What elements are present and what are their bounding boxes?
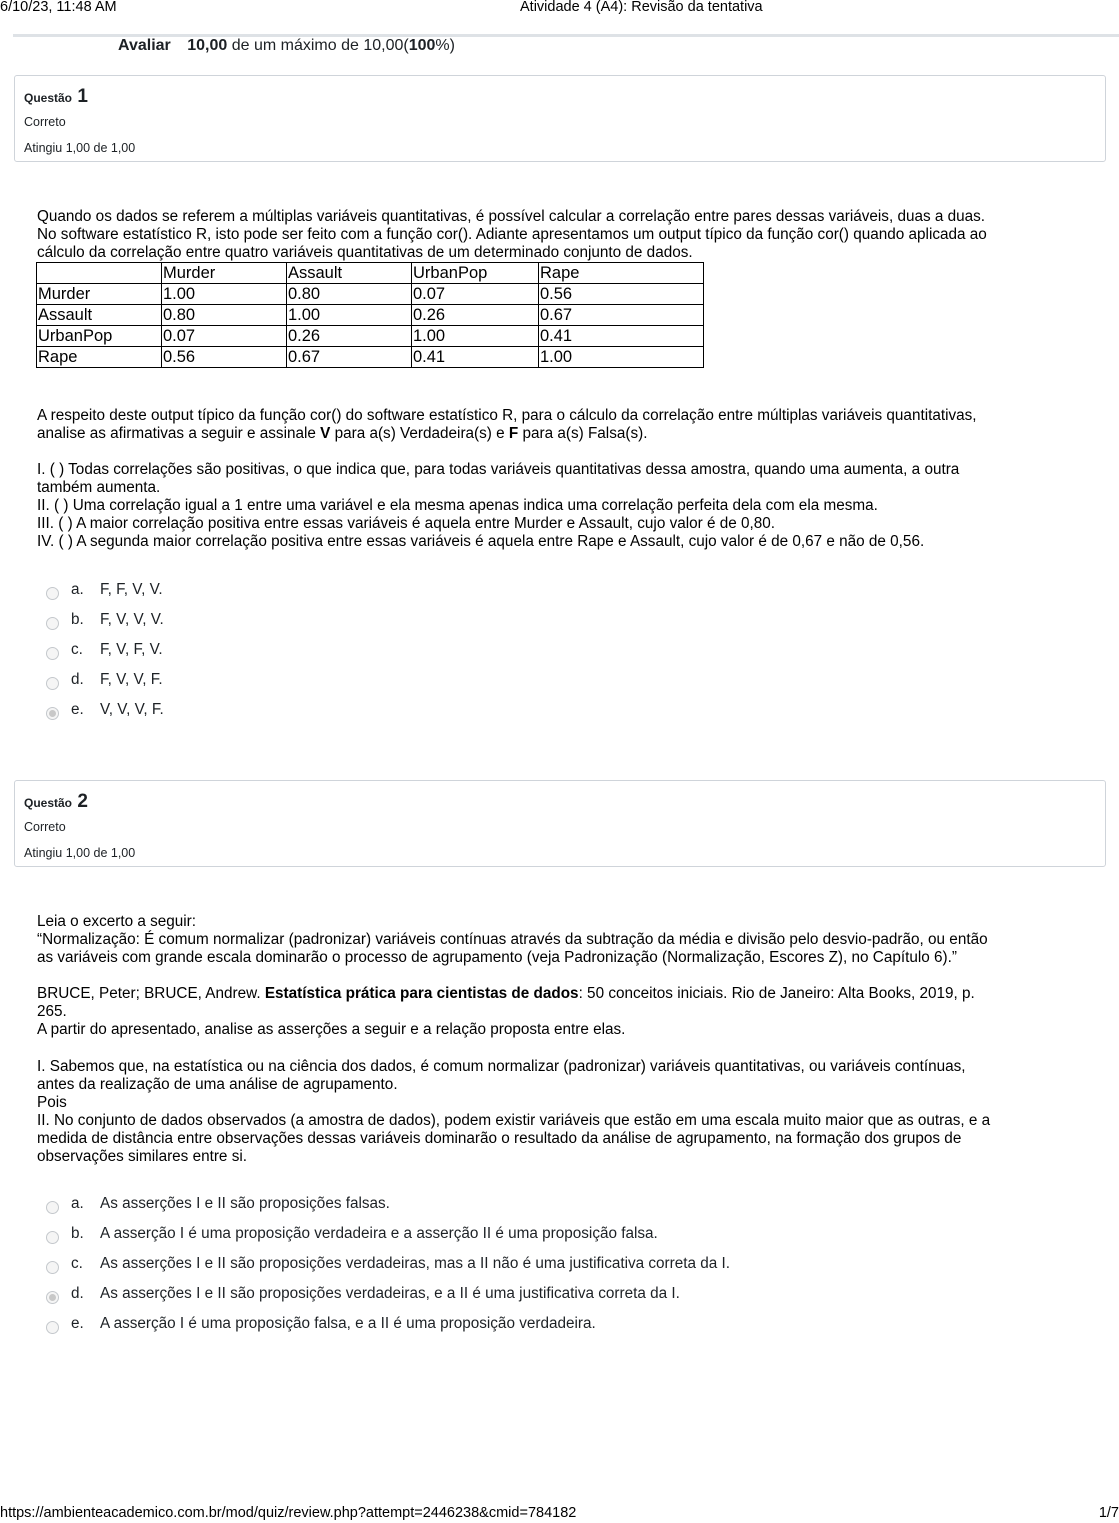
assertion-line: medida de distância entre observações dessas variáveis dominarão o resultado da análise de agrupamento, na formação dos grupos de [37, 1130, 962, 1147]
option-text: F, V, V, F. [100, 671, 163, 688]
question-grade: Atingiu 1,00 de 1,00 [24, 141, 136, 155]
table-cell: 1.00 [162, 284, 287, 305]
summary-percent: 100 [408, 37, 436, 54]
table-cell: Assault [37, 305, 162, 326]
assertion-line: observações similares entre si. [37, 1148, 247, 1165]
radio-button[interactable] [46, 587, 59, 600]
option-text: As asserções I e II são proposições verdadeiras, mas a II não é uma justificativa correta da I. [100, 1255, 731, 1272]
table-row [37, 347, 704, 368]
answer-option-b[interactable] [46, 605, 164, 635]
question-1-intro [37, 208, 987, 262]
option-text: F, V, V, V. [100, 611, 164, 628]
intro-line: Quando os dados se referem a múltiplas variáveis quantitativas, é possível calcular a correlação entre pares dessas variáveis, duas a duas. [37, 208, 986, 225]
option-text: F, V, F, V. [100, 641, 163, 658]
question-label: Questão [24, 796, 73, 810]
radio-button[interactable] [46, 1231, 59, 1244]
correlation-table [36, 262, 704, 368]
table-header-cell [37, 263, 162, 284]
reference-page: 265. [37, 1003, 67, 1020]
question-2-excerpt [37, 913, 988, 1039]
prompt-line: A respeito deste output típico da função cor() do software estatístico R, para o cálculo da correlação entre múltiplas variáveis quantitativas, [37, 407, 977, 424]
print-datetime: 6/10/23, 11:48 AM [0, 0, 117, 15]
option-text: As asserções I e II são proposições falsas. [100, 1195, 390, 1212]
statement-line: II. ( ) Uma correlação igual a 1 entre uma variável e ela mesma apenas indica uma correlação perfeita dela com ela mesma. [37, 497, 878, 514]
table-cell: 1.00 [287, 305, 412, 326]
option-text: F, F, V, V. [100, 581, 163, 598]
option-text: V, V, V, F. [100, 701, 164, 718]
table-cell: 0.26 [412, 305, 539, 326]
answer-option-e[interactable] [46, 695, 164, 725]
instruction-line: A partir do apresentado, analise as asserções a seguir e a relação proposta entre elas. [37, 1021, 626, 1038]
summary-score: 10,00 [187, 37, 228, 54]
option-letter: a. [71, 1195, 84, 1212]
table-cell: Murder [37, 284, 162, 305]
radio-button[interactable] [46, 1261, 59, 1274]
table-header-cell: Rape [539, 263, 704, 284]
assertion-line: II. No conjunto de dados observados (a amostra de dados), podem existir variáveis que estão em uma escala muito maior que as outras, e a [37, 1112, 991, 1129]
option-letter: c. [71, 1255, 83, 1272]
prompt-text: analise as afirmativas a seguir e assinale [37, 425, 321, 442]
quote-line: “Normalização: É comum normalizar (padronizar) variáveis contínuas através da subtração da média e divisão pelo desvio-padrão, ou então [37, 931, 988, 948]
table-cell: 0.80 [162, 305, 287, 326]
spacer [37, 967, 988, 985]
reference-title: Estatística prática para cientistas de dados [264, 985, 579, 1002]
prompt-text: para a(s) Falsa(s). [518, 425, 648, 442]
table-cell: UrbanPop [37, 326, 162, 347]
print-page-title: Atividade 4 (A4): Revisão da tentativa [520, 0, 763, 15]
attempt-summary [118, 37, 455, 55]
question-1-statements [37, 461, 959, 551]
table-cell: 0.56 [539, 284, 704, 305]
radio-button[interactable] [46, 1201, 59, 1214]
option-letter: b. [71, 611, 84, 628]
option-text: A asserção I é uma proposição falsa, e a II é uma proposição verdadeira. [100, 1315, 596, 1332]
assertion-line: Pois [37, 1094, 67, 1111]
table-cell: 0.07 [412, 284, 539, 305]
statement-line: III. ( ) A maior correlação positiva entre essas variáveis é aquela entre Murder e Assault, cujo valor é de 0,80. [37, 515, 776, 532]
table-row [37, 284, 704, 305]
answer-option-c[interactable] [46, 1249, 730, 1279]
table-cell: 0.80 [287, 284, 412, 305]
answer-option-d[interactable] [46, 1279, 730, 1309]
statement-line: IV. ( ) A segunda maior correlação positiva entre essas variáveis é aquela entre Rape e Assault, cujo valor é de 0,67 e não de 0,56. [37, 533, 925, 550]
prompt-f: F [508, 425, 519, 442]
table-header-cell: Murder [162, 263, 287, 284]
reference-authors: BRUCE, Peter; BRUCE, Andrew. [37, 985, 265, 1002]
question-1-options [46, 575, 164, 725]
table-cell: 0.41 [412, 347, 539, 368]
question-grade: Atingiu 1,00 de 1,00 [24, 846, 136, 860]
answer-option-b[interactable] [46, 1219, 730, 1249]
summary-middle: de um máximo de 10,00( [227, 37, 409, 54]
table-cell: 0.56 [162, 347, 287, 368]
table-cell: 0.07 [162, 326, 287, 347]
question-number-value: 1 [77, 86, 88, 107]
answer-option-c[interactable] [46, 635, 164, 665]
question-number-value: 2 [77, 791, 88, 812]
statement-line: I. ( ) Todas correlações são positivas, o que indica que, para todas variáveis quantitativas dessa amostra, quando uma aumenta, a outra [37, 461, 960, 478]
table-cell: 1.00 [539, 347, 704, 368]
table-cell: 0.41 [539, 326, 704, 347]
question-label: Questão [24, 91, 73, 105]
option-letter: a. [71, 581, 84, 598]
intro-line: cálculo da correlação entre quatro variáveis quantitativas de um determinado conjunto de dados. [37, 244, 693, 261]
answer-option-a[interactable] [46, 575, 164, 605]
question-number [24, 791, 88, 813]
table-header-row [37, 263, 704, 284]
page-url: https://ambienteacademico.com.br/mod/quiz/review.php?attempt=2446238&cmid=784182 [0, 1505, 577, 1521]
radio-button-selected[interactable] [46, 707, 59, 720]
table-header-cell: UrbanPop [412, 263, 539, 284]
option-text: As asserções I e II são proposições verdadeiras, e a II é uma justificativa correta da I. [100, 1285, 680, 1302]
question-1-prompt [37, 407, 977, 443]
option-letter: e. [71, 701, 84, 718]
answer-option-e[interactable] [46, 1309, 730, 1339]
question-2-options [46, 1189, 730, 1339]
reference-details: : 50 conceitos iniciais. Rio de Janeiro: Alta Books, 2019, p. [578, 985, 975, 1002]
assertion-line: I. Sabemos que, na estatística ou na ciência dos dados, é comum normalizar (padronizar) variáveis quantitativas, ou variáveis contínuas, [37, 1058, 966, 1075]
radio-button[interactable] [46, 617, 59, 630]
question-2-info [14, 780, 1106, 867]
quote-line: as variáveis com grande escala dominarão o processo de agrupamento (veja Padronização (Normalização, Escores Z), no Capítulo 6).” [37, 949, 957, 966]
radio-button[interactable] [46, 677, 59, 690]
table-cell: 0.26 [287, 326, 412, 347]
prompt-text: para a(s) Verdadeira(s) e [330, 425, 509, 442]
question-number [24, 86, 88, 108]
lead-line: Leia o excerto a seguir: [37, 913, 197, 930]
prompt-line [37, 425, 977, 443]
radio-button[interactable] [46, 647, 59, 660]
table-row [37, 305, 704, 326]
summary-suffix: %) [435, 37, 455, 54]
option-text: A asserção I é uma proposição verdadeira e a asserção II é uma proposição falsa. [100, 1225, 658, 1242]
answer-option-a[interactable] [46, 1189, 730, 1219]
intro-line: No software estatístico R, isto pode ser feito com a função cor(). Adiante apresentamos um output típico da função cor() quando aplicada ao [37, 226, 987, 243]
question-state: Correto [24, 115, 66, 129]
option-letter: d. [71, 1285, 84, 1302]
question-state: Correto [24, 820, 66, 834]
radio-button[interactable] [46, 1321, 59, 1334]
radio-button-selected[interactable] [46, 1291, 59, 1304]
question-2-assertions [37, 1058, 990, 1166]
statement-line: também aumenta. [37, 479, 161, 496]
summary-label: Avaliar [118, 37, 171, 54]
reference-line [37, 985, 988, 1003]
option-letter: b. [71, 1225, 84, 1242]
table-cell: Rape [37, 347, 162, 368]
table-cell: 0.67 [539, 305, 704, 326]
answer-option-d[interactable] [46, 665, 164, 695]
option-letter: e. [71, 1315, 84, 1332]
table-row [37, 326, 704, 347]
table-cell: 1.00 [412, 326, 539, 347]
page-number: 1/7 [1098, 1505, 1119, 1521]
assertion-line: antes da realização de uma análise de agrupamento. [37, 1076, 398, 1093]
print-header [0, 0, 1119, 20]
prompt-v: V [320, 425, 331, 442]
option-letter: d. [71, 671, 84, 688]
option-letter: c. [71, 641, 83, 658]
table-header-cell: Assault [287, 263, 412, 284]
question-1-info [14, 75, 1106, 162]
table-cell: 0.67 [287, 347, 412, 368]
